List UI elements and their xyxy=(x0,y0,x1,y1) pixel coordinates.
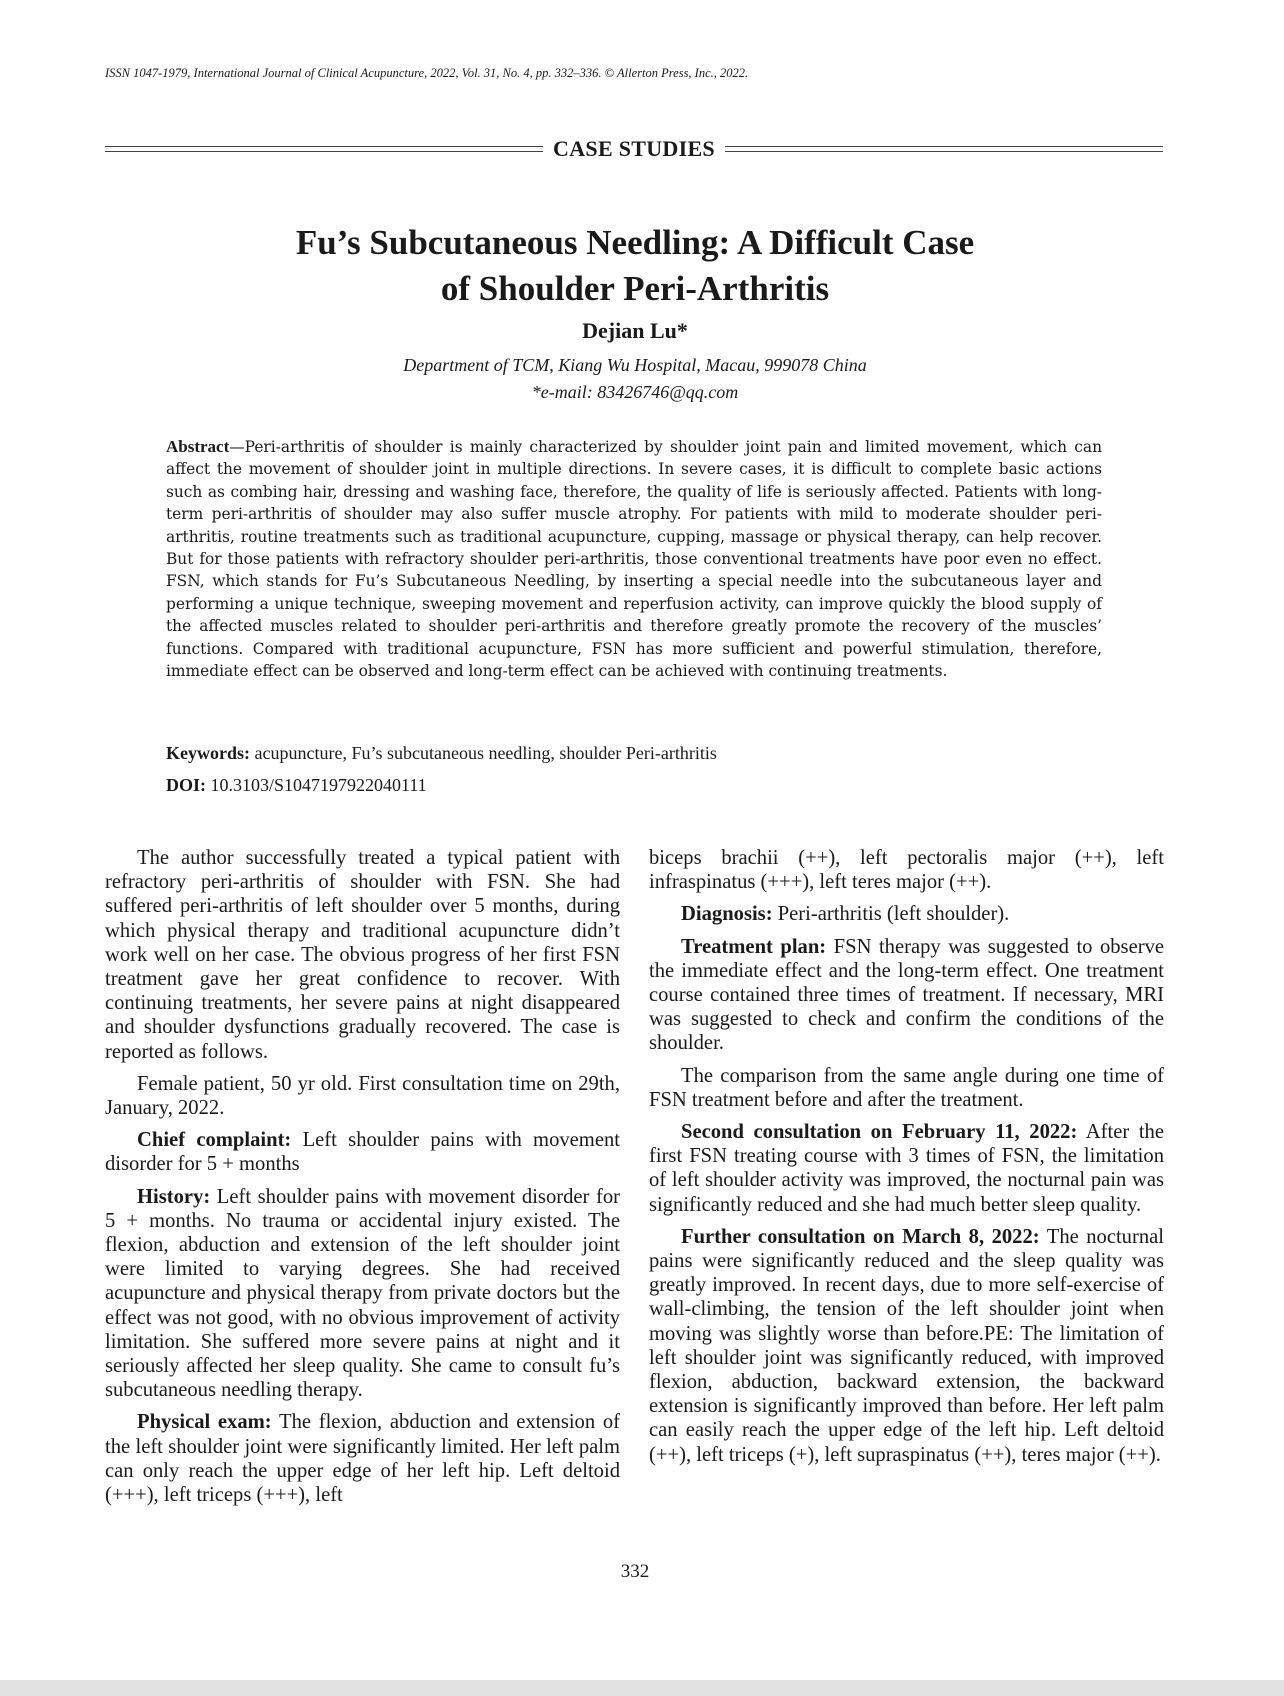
paragraph xyxy=(649,902,1164,926)
keywords xyxy=(166,737,1102,769)
doi xyxy=(166,769,1102,801)
title-line-2: of Shoulder Peri-Arthritis xyxy=(440,269,830,308)
viewer-bottom-strip xyxy=(0,1680,1284,1696)
paragraph-text: The flexion, abduction and extension of the left shoulder joint were significantly limited. Her left palm can only reach the upper edge of her left hip. Left deltoid (+++), left triceps (+++), left xyxy=(105,1411,620,1507)
abstract xyxy=(166,436,1102,682)
paragraph-text: Left shoulder pains with movement disorder for 5 + months. No trauma or accidental injury existed. The flexion, abduction and extension of the left shoulder joint were limited to varying degrees. She had received acupuncture and physical therapy from private doctors but the effect was not good, with no obvious improvement of activity limitation. She suffered more severe pains at night and it seriously affected her sleep quality. She came to consult fu’s subcutaneous needling therapy. xyxy=(105,1185,620,1402)
author-name: Dejian Lu* xyxy=(582,318,688,343)
keywords-label: Keywords: xyxy=(166,743,250,763)
paragraph xyxy=(105,1128,620,1176)
affiliation: Department of TCM, Kiang Wu Hospital, Macau, 999078 China xyxy=(403,355,867,375)
doi-label: DOI: xyxy=(166,775,206,795)
paragraph xyxy=(649,1225,1164,1467)
paragraph-label: Treatment plan: xyxy=(681,935,827,958)
paragraph: The comparison from the same angle during one time of FSN treatment before and after the treatment. xyxy=(649,1064,1164,1111)
double-rule-left xyxy=(105,146,543,152)
paragraph-text: Peri-arthritis (left shoulder). xyxy=(772,903,1010,926)
paragraph-text: After the first FSN treating course with 3 times of FSN, the limitation of left shoulder activity was improved, the nocturnal pain was significantly reduced and she had much better sleep quality. xyxy=(649,1121,1164,1216)
title-line-1: Fu’s Subcutaneous Needling: A Difficult Case xyxy=(295,223,975,262)
paragraph: The author successfully treated a typical patient with refractory peri-arthritis of shoulder with FSN. She had suffered peri-arthritis of left shoulder over 5 months, during which physical therapy and traditional acupuncture didn’t work well on her case. The obvious progress of her first FSN treatment gave her great confidence to recover. With continuing treatments, her severe pains at night disappeared and shoulder dysfunctions gradually recovered. The case is reported as follows. xyxy=(105,847,620,1063)
article-title xyxy=(140,220,1130,312)
paragraph: Female patient, 50 yr old. First consultation time on 29th, January, 2022. xyxy=(105,1072,620,1120)
paragraph xyxy=(649,935,1164,1056)
paragraph-label: Second consultation on February 11, 2022: xyxy=(681,1121,1078,1144)
paragraph-label: Chief complaint: xyxy=(137,1129,292,1152)
paragraph-label: Further consultation on March 8, 2022: xyxy=(681,1225,1040,1248)
paragraph-label: Physical exam: xyxy=(137,1411,272,1434)
body-column-right xyxy=(649,846,1164,1475)
abstract-text: —Peri-arthritis of shoulder is mainly characterized by shoulder joint pain and limited movement, which can affect the movement of shoulder joint in multiple directions. In severe cases, it is difficult to complete basic actions such as combing hair, dressing and washing face, therefore, the quality of life is seriously affected. Patients with long-term peri-arthritis of shoulder may also suffer muscle atrophy. For patients with mild to moderate shoulder peri-arthritis, routine treatments such as traditional acupuncture, cupping, massage or physical therapy, can help recover. But for those patients with refractory shoulder peri-arthritis, those conventional treatments have poor even no effect. FSN, which stands for Fu’s Subcutaneous Needling, by inserting a special needle into the subcutaneous layer and performing a unique technique, sweeping movement and reperfusion activity, can improve quickly the blood supply of the affected muscles related to shoulder peri-arthritis and therefore greatly promote the recovery of the muscles’ functions. Compared with traditional acupuncture, FSN has more sufficient and powerful stimulation, therefore, immediate effect can be observed and long-term effect can be achieved with continuing treatments. xyxy=(166,438,1102,681)
double-rule-right xyxy=(725,146,1163,152)
paragraph-text: The nocturnal pains were significantly reduced and the sleep quality was greatly improved. In recent days, due to more self-exercise of wall-climbing, the tension of the left shoulder joint when moving was slightly worse than before.PE: The limitation of left shoulder joint was significantly reduced, with improved flexion, abduction, backward extension, the backward extension is significantly improved than before. Her left palm can easily reach the upper edge of the left hip. Left deltoid (++), left triceps (+), left supraspinatus (++), teres major (++). xyxy=(649,1225,1164,1466)
page-number: 332 xyxy=(620,1561,650,1582)
paragraph-label: Diagnosis: xyxy=(681,903,773,926)
paragraph xyxy=(105,1185,620,1403)
paragraph-text: Left shoulder pains with movement disorder for 5 + months xyxy=(105,1129,620,1176)
abstract-label: Abstract xyxy=(166,437,230,456)
journal-citation: ISSN 1047-1979, International Journal of Clinical Acupuncture, 2022, Vol. 31, No. 4, pp. 332–336. © Allerton Press, Inc., 2022. xyxy=(105,66,749,80)
author-email: *e-mail: 83426746@qq.com xyxy=(531,382,739,402)
paragraph-label: History: xyxy=(137,1185,211,1208)
paragraph: biceps brachii (++), left pectoralis major (++), left infraspinatus (+++), left teres major (++). xyxy=(649,847,1164,894)
keywords-block xyxy=(166,737,1102,801)
keywords-text: acupuncture, Fu’s subcutaneous needling, shoulder Peri-arthritis xyxy=(254,743,717,763)
body-column-left xyxy=(105,846,620,1515)
section-header xyxy=(105,134,1163,164)
doi-text: 10.3103/S1047197922040111 xyxy=(210,775,427,795)
paragraph xyxy=(105,1410,620,1507)
section-title: CASE STUDIES xyxy=(553,136,715,161)
paragraph xyxy=(649,1120,1164,1217)
paragraph-text: FSN therapy was suggested to observe the immediate effect and the long-term effect. One treatment course contained three times of treatment. If necessary, MRI was suggested to check and confirm the conditions of the shoulder. xyxy=(649,935,1165,1055)
author-affiliation xyxy=(140,352,1130,406)
